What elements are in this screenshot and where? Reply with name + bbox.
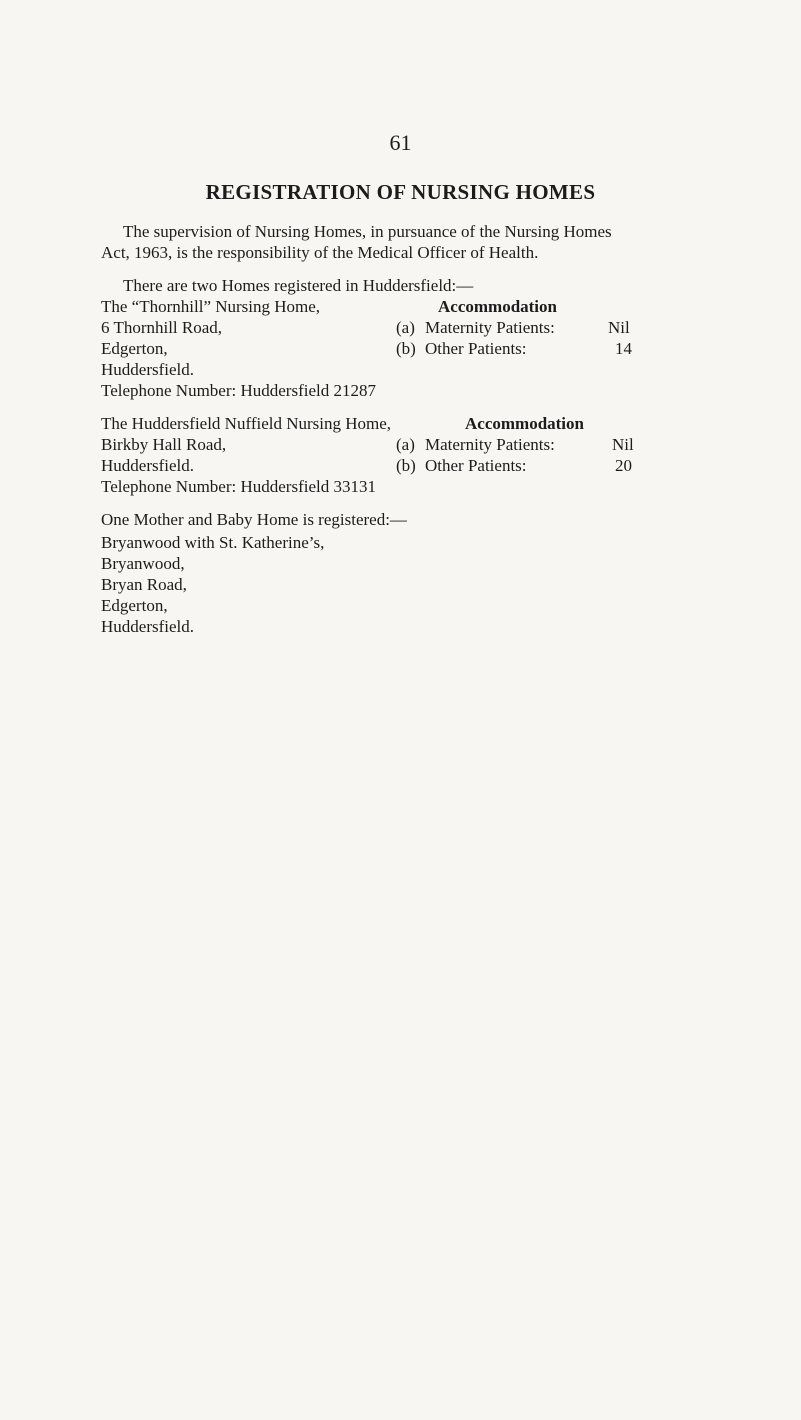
home1-address-1: 6 Thornhill Road, [101, 318, 223, 337]
home1-b-text: Other Patients: [425, 339, 527, 358]
home1-a-text: Maternity Patients: [425, 318, 555, 337]
home1-name: The “Thornhill” Nursing Home, [101, 297, 321, 316]
home2-a-value: Nil [612, 435, 634, 454]
home2-b-label: (b) [396, 456, 416, 475]
home1-a-value: Nil [608, 318, 630, 337]
home2-a-label: (a) [396, 435, 415, 454]
home2-address-1: Birkby Hall Road, [101, 435, 227, 454]
home2-name: The Huddersfield Nuffield Nursing Home, [101, 414, 392, 433]
home2-address-2: Huddersfield. [101, 456, 195, 475]
mother-baby-intro: One Mother and Baby Home is registered:— [101, 510, 407, 529]
home1-a-label: (a) [396, 318, 415, 337]
home2-telephone: Telephone Number: Huddersfield 33131 [101, 477, 376, 496]
homes-intro: There are two Homes registered in Huddersfield:— [123, 276, 474, 295]
page-number: 61 [389, 130, 412, 155]
home2-b-text: Other Patients: [425, 456, 527, 475]
home1-b-label: (b) [396, 339, 416, 358]
home1-b-value: 14 [615, 339, 632, 358]
intro-line-2: Act, 1963, is the responsibility of the Medical Officer of Health. [101, 243, 539, 262]
mother-baby-line-4: Edgerton, [101, 596, 168, 615]
mother-baby-line-1: Bryanwood with St. Katherine’s, [101, 533, 325, 552]
intro-line-1: The supervision of Nursing Homes, in pursuance of the Nursing Homes [123, 222, 612, 241]
home2-accommodation-heading: Accommodation [465, 414, 584, 433]
page-title: REGISTRATION OF NURSING HOMES [205, 180, 596, 204]
home1-address-3: Huddersfield. [101, 360, 195, 379]
home1-accommodation-heading: Accommodation [438, 297, 557, 316]
mother-baby-line-5: Huddersfield. [101, 617, 195, 636]
mother-baby-line-2: Bryanwood, [101, 554, 185, 573]
home1-telephone: Telephone Number: Huddersfield 21287 [101, 381, 376, 400]
mother-baby-line-3: Bryan Road, [101, 575, 187, 594]
home2-b-value: 20 [615, 456, 632, 475]
home1-address-2: Edgerton, [101, 339, 168, 358]
home2-a-text: Maternity Patients: [425, 435, 555, 454]
